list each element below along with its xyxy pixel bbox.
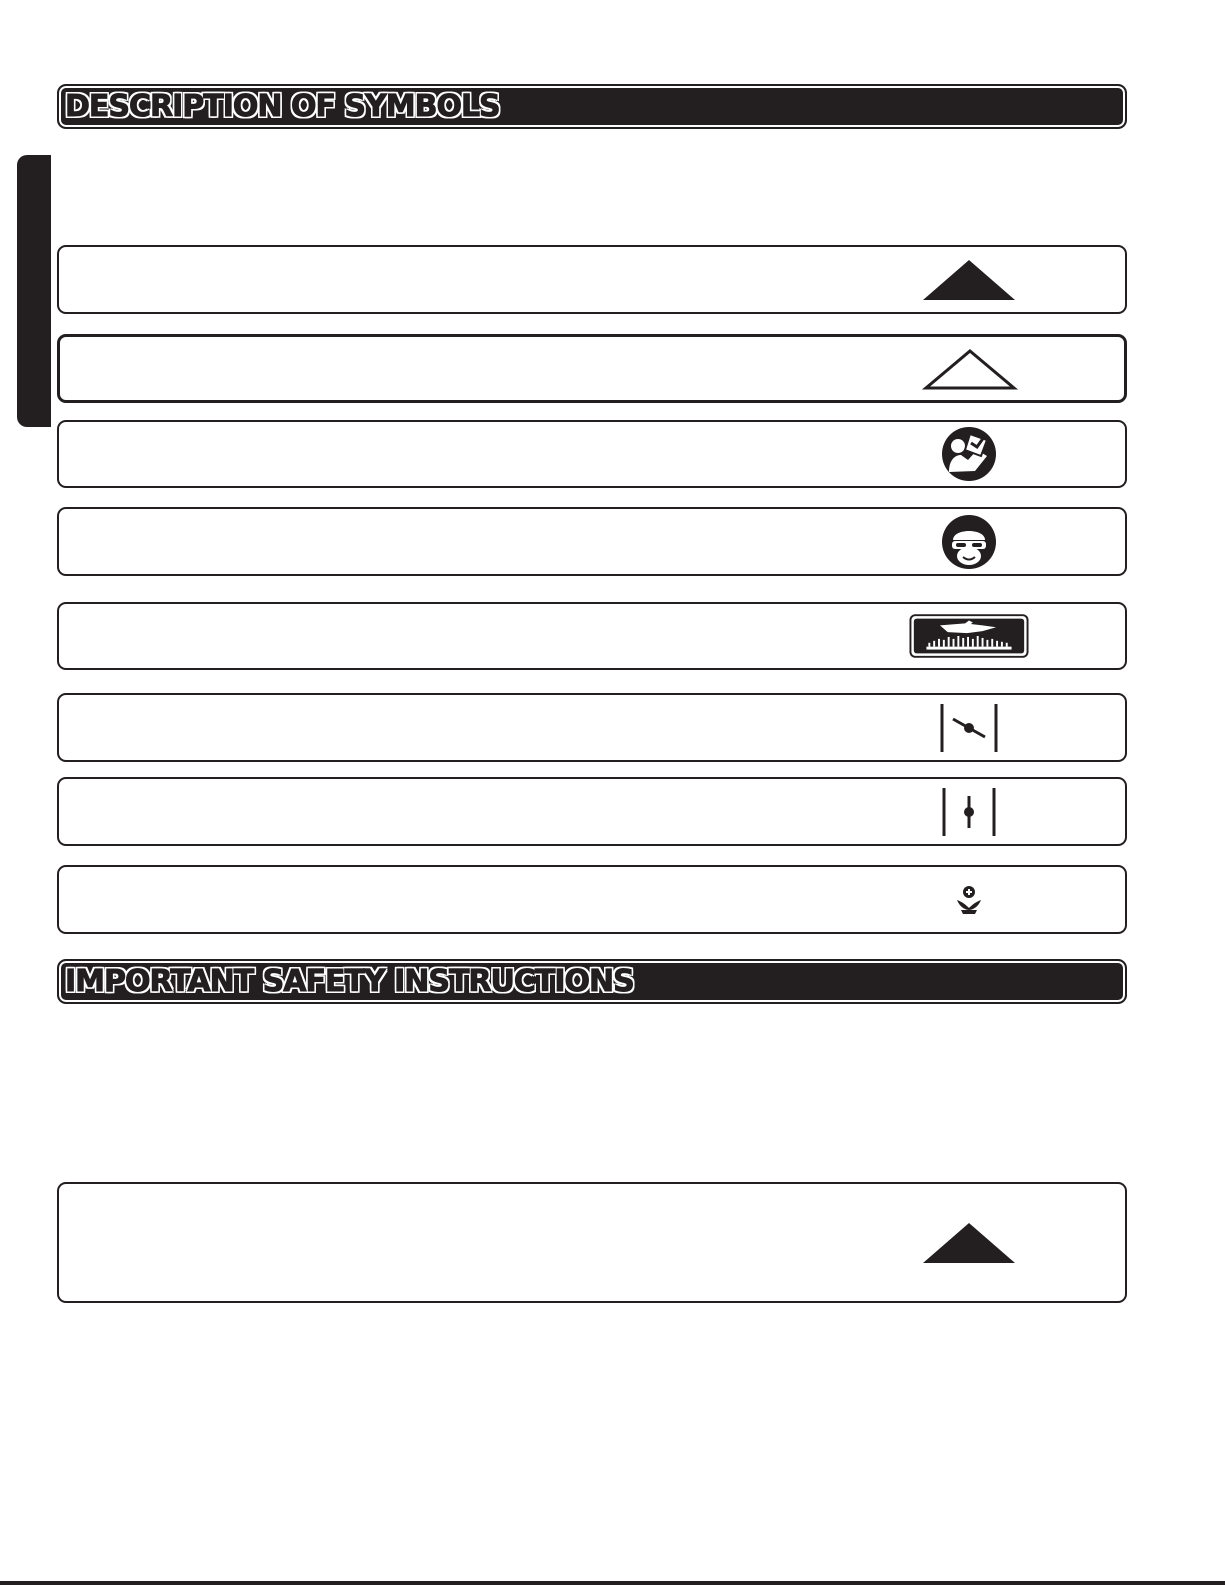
symbol-row-caution (57, 334, 1127, 403)
symbols-section-title: DESCRIPTION OF SYMBOLS (65, 89, 500, 124)
safety-section-banner (57, 959, 1127, 1004)
safety-alert-filled-triangle-icon (909, 247, 1029, 312)
symbol-row-read-manual (57, 420, 1127, 488)
hot-surface-icon (909, 604, 1029, 668)
page-bottom-rule (0, 1581, 1225, 1585)
symbol-row-danger (57, 245, 1127, 314)
symbol-row-hot-surface (57, 602, 1127, 670)
choke-closed-icon (909, 695, 1029, 760)
section-side-tab (17, 155, 51, 427)
symbol-row-choke-closed (57, 693, 1127, 762)
symbol-row-epa (57, 865, 1127, 934)
eye-protection-icon (909, 509, 1029, 574)
safety-alert-outline-triangle-icon (910, 337, 1030, 400)
symbol-row-eye-protection (57, 507, 1127, 576)
symbol-row-choke-open (57, 777, 1127, 846)
read-manual-icon (909, 422, 1029, 486)
safety-warning-box (57, 1182, 1127, 1303)
safety-alert-filled-triangle-icon (909, 1184, 1029, 1301)
choke-open-icon (909, 779, 1029, 844)
safety-section-title: IMPORTANT SAFETY INSTRUCTIONS (65, 964, 634, 999)
epa-seal-icon (909, 867, 1029, 932)
symbols-section-banner (57, 84, 1127, 129)
